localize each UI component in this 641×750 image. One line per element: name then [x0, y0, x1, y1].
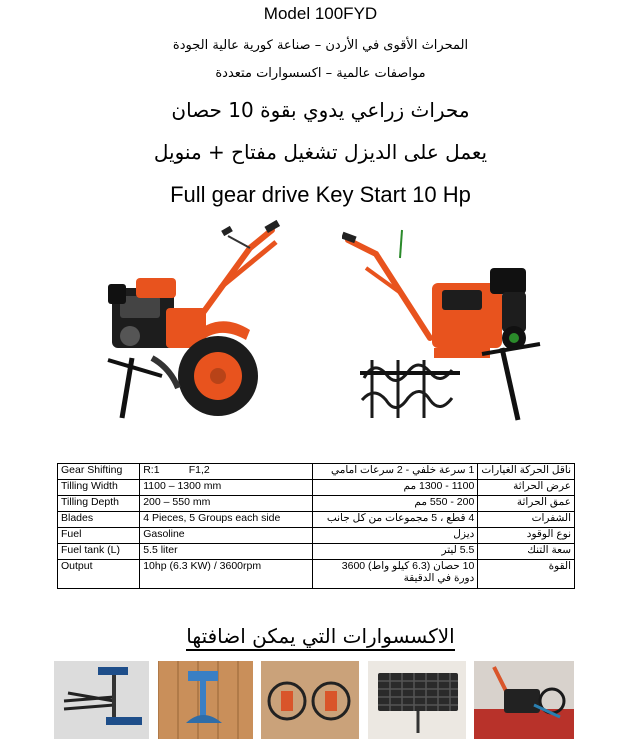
model-title: Model 100FYD — [263, 4, 378, 23]
table-row — [58, 480, 575, 496]
accessories-title: الاكسسوارات التي يمكن اضافتها — [0, 624, 641, 648]
table-row — [58, 560, 575, 589]
table-row — [58, 464, 575, 480]
spec-value-arabic: 1 سرعة خلفي - 2 سرعات امامي — [313, 464, 478, 480]
spec-label-arabic: ناقل الحركة الغيارات — [478, 464, 575, 480]
spec-value-arabic-line-2: دورة في الدقيقة — [403, 572, 475, 584]
spec-value: 1100 – 1300 mm — [140, 480, 313, 496]
table-row — [58, 496, 575, 512]
spec-label-arabic: نوع الوقود — [478, 528, 575, 544]
table-row — [58, 544, 575, 560]
tiller-with-blades-image — [342, 228, 542, 423]
spec-value-arabic: 5.5 ليتر — [313, 544, 478, 560]
spec-value-arabic: ديزل — [313, 528, 478, 544]
specifications-table — [57, 463, 575, 589]
spec-label-arabic: عمق الحراثة — [478, 496, 575, 512]
spec-label-arabic: الشفرات — [478, 512, 575, 528]
spec-value: R:1 F1,2 — [140, 464, 313, 480]
spec-value-arabic: 200 - 550 مم — [313, 496, 478, 512]
tagline-line-1: المحراث الأقوى في الأردن – صناعة كورية عالية الجودة — [172, 38, 469, 53]
accessory-pump-image — [474, 661, 574, 739]
spec-label: Gear Shifting — [58, 464, 140, 480]
spec-value-arabic: 4 قطع ، 5 مجموعات من كل جانب — [313, 512, 478, 528]
spec-value-arabic: 1100 - 1300 مم — [313, 480, 478, 496]
spec-label: Fuel — [58, 528, 140, 544]
table-row — [58, 528, 575, 544]
tiller-with-wheels-image — [100, 218, 290, 423]
spec-value-arabic-line-1: 10 حصان (6.3 كيلو واط) 3600 — [341, 560, 475, 572]
spec-label: Blades — [58, 512, 140, 528]
table-row — [58, 512, 575, 528]
arabic-headline-1: محراث زراعي يدوي بقوة 10 حصان — [171, 98, 470, 122]
arabic-headline-2: يعمل على الديزل تشغيل مفتاح + منويل — [153, 140, 488, 164]
accessory-plough-image — [158, 661, 253, 739]
spec-label-arabic: سعة التنك — [478, 544, 575, 560]
spec-value: 200 – 550 mm — [140, 496, 313, 512]
accessory-wheels-image — [261, 661, 359, 739]
spec-value: 4 Pieces, 5 Groups each side — [140, 512, 313, 528]
spec-label: Tilling Depth — [58, 496, 140, 512]
spec-label: Fuel tank (L) — [58, 544, 140, 560]
spec-value-arabic — [313, 560, 478, 589]
spec-value: 10hp (6.3 KW) / 3600rpm — [140, 560, 313, 589]
accessory-ridger-image — [54, 661, 149, 739]
english-headline: Full gear drive Key Start 10 Hp — [170, 182, 471, 207]
spec-value: Gasoline — [140, 528, 313, 544]
spec-label: Tilling Width — [58, 480, 140, 496]
accessories-gallery — [54, 661, 574, 739]
spec-label: Output — [58, 560, 140, 589]
spec-label-arabic: القوة — [478, 560, 575, 589]
accessory-harrow-image — [368, 661, 466, 739]
tagline-line-2: مواصفات عالمية – اكسسوارات متعددة — [215, 66, 426, 81]
spec-value: 5.5 liter — [140, 544, 313, 560]
spec-label-arabic: عرض الحراثة — [478, 480, 575, 496]
